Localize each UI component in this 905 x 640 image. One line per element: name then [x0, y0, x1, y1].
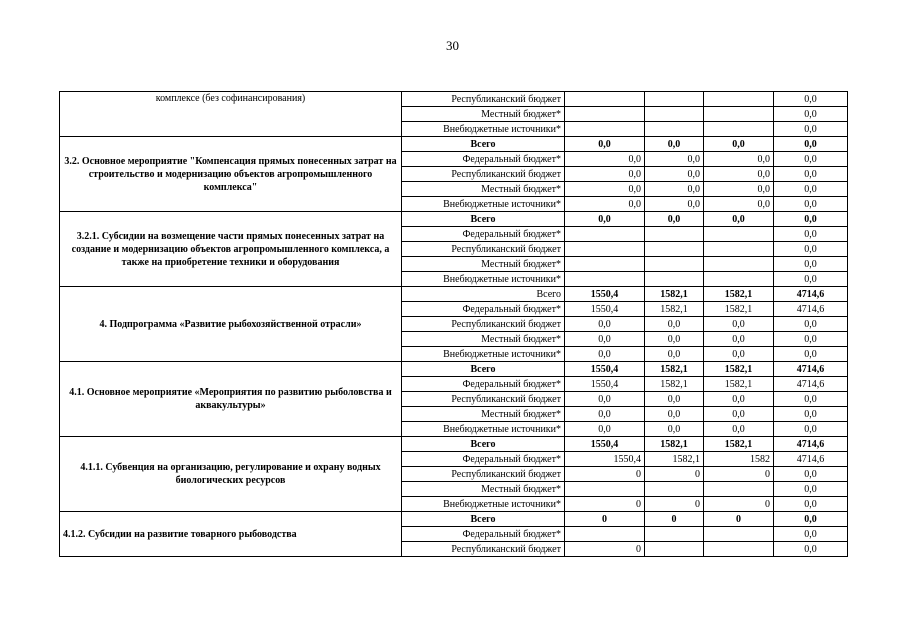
value-year-2	[645, 227, 704, 242]
value-year-3: 0	[704, 512, 774, 527]
value-year-3: 1582,1	[704, 287, 774, 302]
funding-source: Федеральный бюджет*	[402, 377, 565, 392]
value-year-1: 0,0	[565, 347, 645, 362]
funding-source: Республиканский бюджет	[402, 392, 565, 407]
value-year-1: 0,0	[565, 182, 645, 197]
value-year-1: 1550,4	[565, 452, 645, 467]
value-total: 0,0	[774, 542, 848, 557]
table-row	[60, 512, 848, 527]
value-year-2: 1582,1	[645, 287, 704, 302]
value-year-1: 0	[565, 512, 645, 527]
value-year-3: 0,0	[704, 182, 774, 197]
value-total: 0,0	[774, 197, 848, 212]
value-year-1: 1550,4	[565, 377, 645, 392]
value-year-3: 0	[704, 497, 774, 512]
value-total: 0,0	[774, 512, 848, 527]
value-year-3	[704, 107, 774, 122]
funding-source: Всего	[402, 137, 565, 152]
value-year-2	[645, 542, 704, 557]
value-total: 0,0	[774, 332, 848, 347]
table-row	[60, 137, 848, 152]
funding-source: Всего	[402, 212, 565, 227]
value-total: 4714,6	[774, 302, 848, 317]
value-year-1	[565, 107, 645, 122]
value-year-2: 0,0	[645, 422, 704, 437]
value-total: 0,0	[774, 347, 848, 362]
value-year-3: 0,0	[704, 332, 774, 347]
value-year-3	[704, 92, 774, 107]
value-year-2	[645, 482, 704, 497]
value-year-3: 0,0	[704, 152, 774, 167]
value-year-3: 0,0	[704, 347, 774, 362]
value-year-3: 0,0	[704, 392, 774, 407]
value-year-2: 0	[645, 512, 704, 527]
table-row	[60, 92, 848, 107]
value-year-3: 1582,1	[704, 362, 774, 377]
funding-source: Федеральный бюджет*	[402, 302, 565, 317]
funding-source: Республиканский бюджет	[402, 542, 565, 557]
value-year-1	[565, 482, 645, 497]
value-total: 0,0	[774, 497, 848, 512]
value-year-1: 1550,4	[565, 362, 645, 377]
page-number: 30	[446, 38, 459, 53]
value-total: 0,0	[774, 227, 848, 242]
value-total: 0,0	[774, 182, 848, 197]
funding-source: Внебюджетные источники*	[402, 347, 565, 362]
funding-source: Внебюджетные источники*	[402, 122, 565, 137]
value-year-3: 0,0	[704, 167, 774, 182]
table-row	[60, 287, 848, 302]
funding-source: Всего	[402, 512, 565, 527]
value-year-2: 0,0	[645, 182, 704, 197]
value-year-2: 0,0	[645, 167, 704, 182]
value-year-1	[565, 92, 645, 107]
value-total: 0,0	[774, 467, 848, 482]
value-year-2: 0,0	[645, 407, 704, 422]
value-total: 0,0	[774, 317, 848, 332]
value-total: 4714,6	[774, 287, 848, 302]
value-year-1: 0,0	[565, 317, 645, 332]
value-year-2	[645, 257, 704, 272]
value-year-2: 1582,1	[645, 362, 704, 377]
funding-source: Республиканский бюджет	[402, 92, 565, 107]
value-year-1: 0,0	[565, 332, 645, 347]
value-year-1: 0,0	[565, 137, 645, 152]
value-year-2: 0,0	[645, 392, 704, 407]
value-total: 0,0	[774, 107, 848, 122]
value-year-3	[704, 122, 774, 137]
funding-source: Всего	[402, 437, 565, 452]
value-year-2	[645, 272, 704, 287]
value-year-2: 0,0	[645, 212, 704, 227]
value-year-3: 1582,1	[704, 377, 774, 392]
value-year-1: 0,0	[565, 167, 645, 182]
table-row	[60, 362, 848, 377]
value-year-3	[704, 242, 774, 257]
measure-name: комплексе (без софинансирования)	[60, 92, 402, 137]
value-year-1	[565, 257, 645, 272]
value-total: 4714,6	[774, 452, 848, 467]
value-year-2: 0,0	[645, 197, 704, 212]
value-year-1: 0,0	[565, 407, 645, 422]
value-year-2: 0,0	[645, 332, 704, 347]
value-year-2: 0,0	[645, 152, 704, 167]
funding-source: Местный бюджет*	[402, 332, 565, 347]
funding-source: Местный бюджет*	[402, 257, 565, 272]
value-year-1: 0,0	[565, 197, 645, 212]
value-total: 0,0	[774, 122, 848, 137]
value-year-1	[565, 527, 645, 542]
value-year-2	[645, 107, 704, 122]
value-year-2: 0,0	[645, 317, 704, 332]
budget-table	[59, 91, 848, 557]
funding-source: Местный бюджет*	[402, 107, 565, 122]
funding-source: Федеральный бюджет*	[402, 152, 565, 167]
funding-source: Республиканский бюджет	[402, 467, 565, 482]
table-row	[60, 212, 848, 227]
value-year-2: 0	[645, 497, 704, 512]
value-year-2: 0,0	[645, 137, 704, 152]
measure-name: 3.2. Основное мероприятие "Компенсация прямых понесенных затрат на строительство и модернизацию объектов агропромышленного комплекса"	[60, 137, 402, 212]
value-year-2	[645, 242, 704, 257]
funding-source: Внебюджетные источники*	[402, 422, 565, 437]
measure-name: 4. Подпрограмма «Развитие рыбохозяйственной отрасли»	[60, 287, 402, 362]
value-year-3: 1582,1	[704, 302, 774, 317]
value-total: 0,0	[774, 92, 848, 107]
value-total: 0,0	[774, 422, 848, 437]
measure-name: 4.1. Основное мероприятие «Мероприятия по развитию рыболовства и аквакультуры»	[60, 362, 402, 437]
value-year-3	[704, 482, 774, 497]
funding-source: Внебюджетные источники*	[402, 197, 565, 212]
value-year-1: 1550,4	[565, 287, 645, 302]
funding-source: Федеральный бюджет*	[402, 452, 565, 467]
value-year-1	[565, 227, 645, 242]
value-year-1: 0,0	[565, 422, 645, 437]
funding-source: Местный бюджет*	[402, 482, 565, 497]
value-year-2: 1582,1	[645, 377, 704, 392]
funding-source: Внебюджетные источники*	[402, 272, 565, 287]
value-total: 4714,6	[774, 437, 848, 452]
funding-source: Федеральный бюджет*	[402, 227, 565, 242]
value-year-1: 0,0	[565, 212, 645, 227]
value-year-1	[565, 242, 645, 257]
value-year-3	[704, 542, 774, 557]
value-total: 0,0	[774, 482, 848, 497]
funding-source: Федеральный бюджет*	[402, 527, 565, 542]
value-total: 0,0	[774, 242, 848, 257]
measure-name: 3.2.1. Субсидии на возмещение части прямых понесенных затрат на создание и модернизацию объектов агропромышленного комплекса, а также на приобретение техники и оборудования	[60, 212, 402, 287]
value-total: 4714,6	[774, 362, 848, 377]
value-total: 0,0	[774, 152, 848, 167]
funding-source: Республиканский бюджет	[402, 167, 565, 182]
measure-name: 4.1.1. Субвенция на организацию, регулирование и охрану водных биологических ресурсов	[60, 437, 402, 512]
value-total: 0,0	[774, 272, 848, 287]
value-year-3	[704, 272, 774, 287]
value-year-1: 1550,4	[565, 437, 645, 452]
value-total: 0,0	[774, 137, 848, 152]
value-year-1	[565, 272, 645, 287]
value-year-3	[704, 257, 774, 272]
value-year-2: 0	[645, 467, 704, 482]
value-year-1: 1550,4	[565, 302, 645, 317]
value-year-3: 0,0	[704, 317, 774, 332]
value-year-3: 1582	[704, 452, 774, 467]
funding-source: Внебюджетные источники*	[402, 497, 565, 512]
value-year-3: 0,0	[704, 422, 774, 437]
value-year-2: 1582,1	[645, 302, 704, 317]
value-year-3: 1582,1	[704, 437, 774, 452]
value-year-1: 0	[565, 497, 645, 512]
value-year-1: 0,0	[565, 152, 645, 167]
value-year-3: 0,0	[704, 212, 774, 227]
value-year-2	[645, 527, 704, 542]
funding-source: Всего	[402, 362, 565, 377]
funding-source: Республиканский бюджет	[402, 242, 565, 257]
value-year-3: 0,0	[704, 197, 774, 212]
value-total: 0,0	[774, 212, 848, 227]
value-year-2: 1582,1	[645, 452, 704, 467]
value-year-1	[565, 122, 645, 137]
value-year-3	[704, 227, 774, 242]
table-row	[60, 437, 848, 452]
value-total: 4714,6	[774, 377, 848, 392]
funding-source: Местный бюджет*	[402, 407, 565, 422]
value-year-3: 0,0	[704, 407, 774, 422]
value-year-3	[704, 527, 774, 542]
value-total: 0,0	[774, 392, 848, 407]
value-year-1: 0	[565, 542, 645, 557]
value-total: 0,0	[774, 407, 848, 422]
value-year-1: 0,0	[565, 392, 645, 407]
funding-source: Всего	[402, 287, 565, 302]
value-year-3: 0	[704, 467, 774, 482]
value-year-2: 0,0	[645, 347, 704, 362]
value-year-2: 1582,1	[645, 437, 704, 452]
value-year-1: 0	[565, 467, 645, 482]
value-year-2	[645, 92, 704, 107]
value-year-3: 0,0	[704, 137, 774, 152]
measure-name: 4.1.2. Субсидии на развитие товарного рыбоводства	[60, 512, 402, 557]
value-year-2	[645, 122, 704, 137]
funding-source: Местный бюджет*	[402, 182, 565, 197]
funding-source: Республиканский бюджет	[402, 317, 565, 332]
value-total: 0,0	[774, 257, 848, 272]
value-total: 0,0	[774, 527, 848, 542]
value-total: 0,0	[774, 167, 848, 182]
